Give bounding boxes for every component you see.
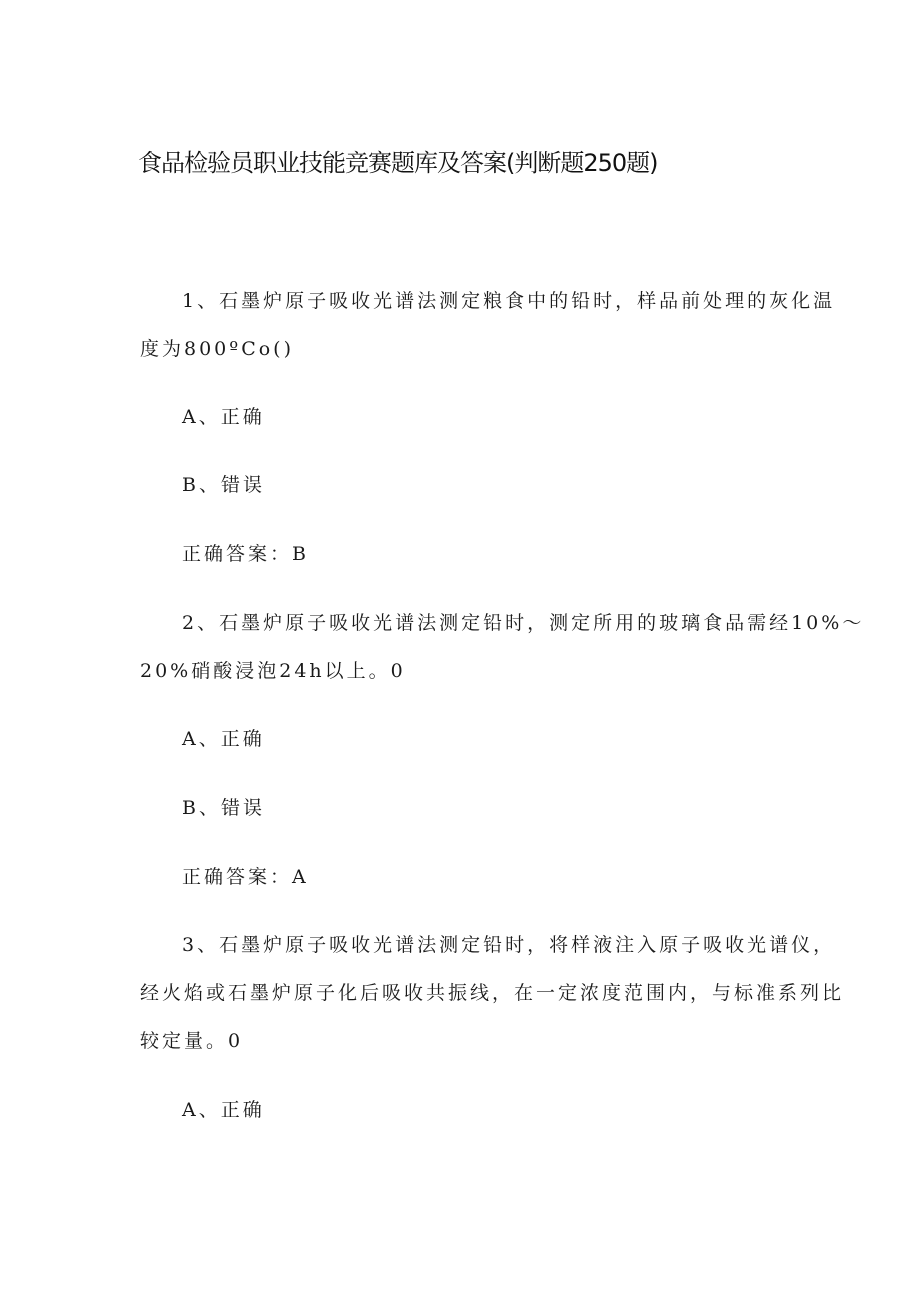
question-1-answer: 正确答案：B: [182, 543, 309, 565]
question-2-answer: 正确答案：A: [182, 866, 309, 888]
question-2-option-b: B、错误: [182, 797, 265, 819]
question-1-stem-line-2: 度为800ºCo(): [140, 338, 295, 360]
page-title: 食品检验员职业技能竞赛题库及答案(判断题250题): [138, 149, 658, 177]
question-1-stem-line-1: 1、石墨炉原子吸收光谱法测定粮食中的铅时，样品前处理的灰化温: [182, 290, 836, 312]
question-1-option-b: B、错误: [182, 474, 265, 496]
question-3-stem-line-3: 较定量。0: [140, 1030, 244, 1052]
question-1-option-a: A、正确: [182, 406, 265, 428]
question-2-stem-line-1: 2、石墨炉原子吸收光谱法测定铅时，测定所用的玻璃食品需经10%～: [182, 612, 865, 634]
question-3-option-a: A、正确: [182, 1099, 265, 1121]
question-2-option-a: A、正确: [182, 728, 265, 750]
question-3-stem-line-1: 3、石墨炉原子吸收光谱法测定铅时，将样液注入原子吸收光谱仪，: [182, 934, 836, 956]
question-2-stem-line-2: 20%硝酸浸泡24h以上。0: [140, 660, 406, 682]
question-3-stem-line-2: 经火焰或石墨炉原子化后吸收共振线，在一定浓度范围内，与标准系列比: [140, 982, 845, 1004]
